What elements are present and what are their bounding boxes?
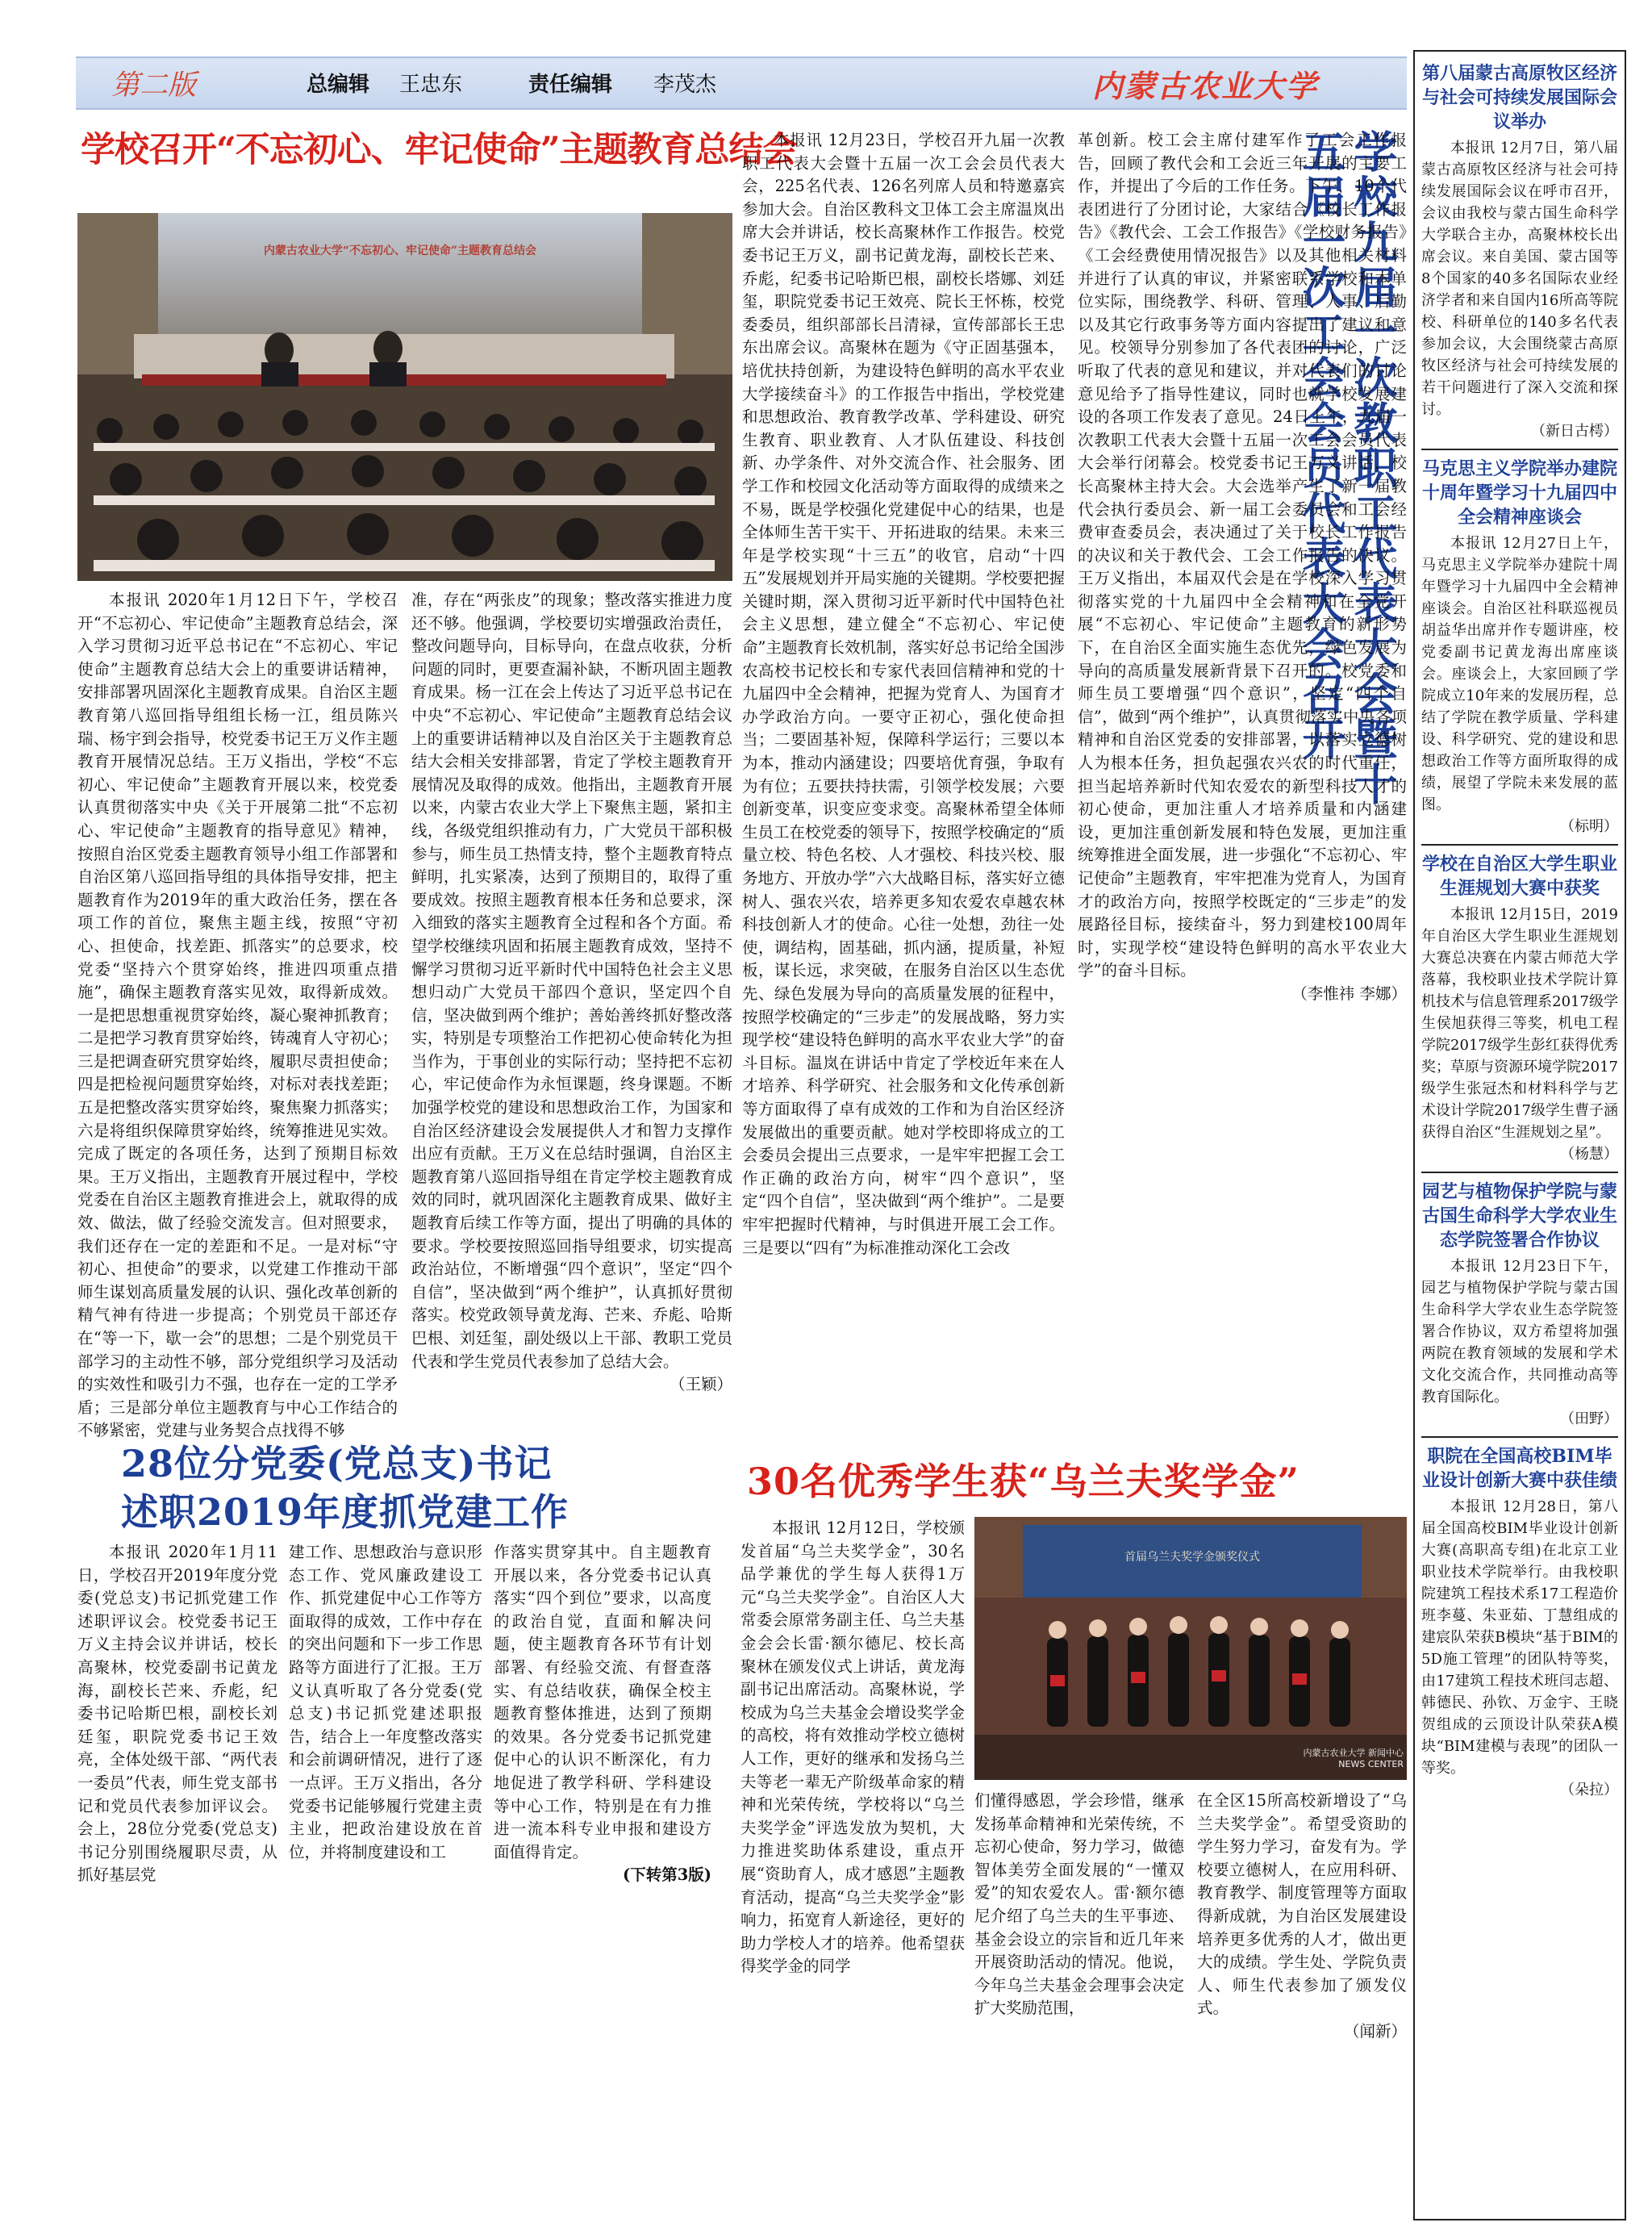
sidebar-item-body: 本报讯 12月15日，2019年自治区大学生职业生涯规划大赛总决赛在内蒙古师范大学落幕，我校职业技术学院计算机技术与信息管理系2017级学生侯旭获得三等奖，机电工程学院2017级学生彭红获得优秀奖；草原与资源环境学院2017级学生张冠杰和材料科学与艺术设计学院2017级学生曹子涵获得自治区“生涯规划之星”。 [1421, 906, 1618, 1141]
edition-label: 第二版 [111, 69, 197, 102]
sidebar-item-author: （朵拉） [1560, 1782, 1618, 1798]
photo-banner-text: 内蒙古农业大学“不忘初心、牢记使命”主题教育总结会 [263, 244, 537, 257]
article1-photo [77, 213, 732, 581]
article3-author: （李惟祎 李娜） [1291, 984, 1407, 1003]
resp-editor-name: 李茂杰 [653, 73, 717, 97]
article1-body-col2-wrap [411, 589, 732, 1428]
article4-title: 30名优秀学生获“乌兰夫奖学金” [747, 1460, 1299, 1503]
sidebar-divider [1421, 1436, 1618, 1438]
sidebar-item-body: 本报讯 12月28日，第八届全国高校BIM毕业设计创新大赛(高职高专组)在北京工业职业技术学院举行。由我校职院建筑工程技术系17工程造价班李蔓、朱亚茹、丁慧组成的建宸队荣获B模块“基于BIM的5D施工管理”的团队特等奖，由17建筑工程技术班闫志超、韩德民、孙钦、万金宇、王晓贺组成的云顶设计队荣获A模块“BIM建模与表现”的团队一等奖。 [1421, 1498, 1618, 1777]
sidebar-item-title: 学校在自治区大学生职业生涯规划大赛中获奖 [1421, 854, 1617, 899]
article4-body-col2: 们懂得感恩，学会珍惜，继承发扬革命精神和光荣传统，不忘初心使命，努力学习，做德智体美劳全面发展的“一懂双爱”的知农爱农人。雷·额尔德尼介绍了乌兰夫的生平事迹、基金会设立的宗旨和近几年来开展资助活动的情况。他说，今年乌兰夫基金会理事会决定扩大奖励范围， [974, 1791, 1184, 2018]
sidebar-item [1421, 1444, 1618, 1801]
article3-body-col2-wrap [1078, 129, 1407, 1436]
sidebar-news-list [1421, 56, 1618, 2211]
article2-body-col3-wrap [494, 1541, 711, 2195]
article1-body-col1: 本报讯 2020年1月12日下午，学校召开“不忘初心、牢记使命”主题教育总结会，深入学习贯彻习近平总书记在“不忘初心、牢记使命”主题教育总结大会上的重要讲话精神，安排部署巩固深化主题教育成果。自治区主题教育第八巡回指导组组长杨一江，组员陈兴瑞、杨宇到会指导，校党委书记王万义作主题教育开展情况总结。王万义指出，学校“不忘初心、牢记使命”主题教育开展以来，校党委认真贯彻落实中央《关于开展第二批“不忘初心、牢记使命”主题教育的指导意见》精神，按照自治区党委主题教育领导小组工作部署和自治区第八巡回指导组的具体指导安排，把主题教育作为2019年的重大政治任务，摆在各项工作的首位，聚焦主题主线，按照“守初心、担使命，找差距、抓落实”的总要求，校党委“坚持六个贯穿始终，推进四项重点措施”，确保主题教育落实见效，取得新成效。一是把思想重视贯穿始终，凝心聚神抓教育；二是把学习教育贯穿始终，铸魂育人守初心；三是把调查研究贯穿始终，履职尽责担使命；四是把检视问题贯穿始终，对标对表找差距；五是把整改落实贯穿始终，聚焦聚力抓落实；六是将组织保障贯穿始终，统筹推进见实效。完成了既定的各项任务，达到了预期目标效果。王万义指出，主题教育开展过程中，学校党委在自治区主题教育推进会上，就取得的成效、做法，做了经验交流发言。但对照要求，我们还存在一定的差距和不足。一是对标“守初心、担使命”的要求，以党建工作推动干部师生谋划高质量发展的认识、强化改革创新的精气神有待进一步提高；个别党员干部还存在“等一下，歇一会”的思想；二是个别党员干部学习的主动性不够，部分党组织学习及活动的实效性和吸引力不强，也存在一定的工学矛盾；三是部分单位主题教育与中心工作结合的不够紧密，党建与业务契合点找得不够 [77, 591, 398, 1440]
article3-body-col1: 本报讯 12月23日，学校召开九届一次教职工代表大会暨十五届一次工会会员代表大会，225名代表、126名列席人员和特邀嘉宾参加大会。自治区教科文卫体工会主席温岚出席大会并讲话，校长高聚林作工作报告。校党委书记王万义，副书记黄龙海，副校长芒来、乔彪，纪委书记哈斯巴根，副校长塔娜、刘廷玺，职院党委书记王效亮、院长王怀栋，校党委委员，组织部部长吕清禄，宣传部部长王忠东出席会议。高聚林在题为《守正固基强本，培优扶持创新，为建设特色鲜明的高水平农业大学接续奋斗》的工作报告中指出，学校党建和思想政治、教育教学改革、学科建设、研究生教育、职业教育、人才队伍建设、科技创新、办学条件、对外交流合作、社会服务、团学工作和校园文化活动等方面取得的成绩来之不易，既是学校强化党建促中心的结果，也是全体师生苦干实干、开拓进取的结果。未来三年是学校实现“十三五”的收官，启动“十四五”发展规划并开局实施的关键期。学校要把握关键时期，深入贯彻习近平新时代中国特色社会主义思想，建立健全“不忘初心、牢记使命”主题教育长效机制，落实好总书记给全国涉农高校书记校长和专家代表回信精神和党的十九届四中全会精神，把握为党育人、为国育才办学政治方向。一要守正初心，强化使命担当；二要固基补短，保障科学运行；三要以本为本，推动内涵建设；四要培优育强，争取有为有位；五要扶持扶需，引领学校发展；六要创新变革，识变应变求变。高聚林希望全体师生员工在校党委的领导下，按照学校确定的“质量立校、特色名校、人才强校、科技兴校、服务地方、开放办学”六大战略目标，落实好立德树人、强农兴农，培养更多知农爱农卓越农林科技创新人才的使命。心往一处想，劲往一处使，调结构，固基础，抓内涵，提质量，补短板，谋长远，求突破，在服务自治区以生态优先、绿色发展为导向的高质量发展的征程中，按照学校确定的“三步走”的发展战略，努力实现学校“建设特色鲜明的高水平农业大学”的奋斗目标。温岚在讲话中肯定了学校近年来在人才培养、科学研究、社会服务和文化传承创新等方面取得了卓有成效的工作和为自治区经济发展做出的重要贡献。她对学校即将成立的工会委员会提出三点要求，一是牢牢把握工会工作正确的政治方向，树牢“四个意识”，坚定“四个自信”，坚决做到“两个维护”。二是要牢牢把握时代精神，与时俱进开展工会工作。三是要以“四有”为标准推动深化工会改 [742, 131, 1065, 1257]
article1-title: 学校召开“不忘初心、牢记使命”主题教育总结会 [81, 130, 797, 170]
chief-editor-name: 王忠东 [399, 73, 463, 97]
photo2-banner-text: 首届乌兰夫奖学金颁奖仪式 [1124, 1551, 1260, 1564]
sidebar-item-title: 职院在全国高校BIM毕业设计创新大赛中获佳绩 [1421, 1446, 1617, 1491]
sidebar-item-body: 本报讯 12月7日，第八届蒙古高原牧区经济与社会可持续发展国际会议在呼市召开，会议由我校与蒙古国生命科学大学联合主办，高聚林校长出席会议。来自美国、蒙古国等8个国家的40多名国际农业经济学者和来自国内16所高等院校、科研单位的140多名代表参加会议，大会围绕蒙古高原牧区经济与社会可持续发展的若干问题进行了深入交流和探讨。 [1421, 140, 1618, 418]
chief-editor-label: 总编辑 [307, 73, 370, 97]
article4-body-col3-wrap [1197, 1790, 1407, 2209]
sidebar-item [1421, 457, 1618, 838]
sidebar-item-author: （新日古樗） [1531, 423, 1618, 440]
sidebar-item [1421, 1180, 1618, 1430]
article1-author: （王颖） [669, 1375, 732, 1394]
article2-body-col1: 本报讯 2020年1月11日，学校召开2019年度分党委(党总支)书记抓党建工作述职评议会。校党委书记王万义主持会议并讲话，校长高聚林，校党委副书记黄龙海，副校长芒来、乔彪，纪委书记哈斯巴根，副校长刘廷玺，职院党委书记王效亮，全体处级干部、“两代表一委员”代表，师生党支部书记和党员代表参加评议会。会上，28位分党委(党总支)书记分别围绕履职尽责，从抓好基层党 [77, 1543, 277, 1885]
article2-body-col3: 作落实贯穿其中。自主题教育开展以来，各分党委书记认真落实“四个到位”要求，以高度的政治自觉，直面和解决问题，使主题教育各环节有计划部署、有经验交流、有督查落实、有总结收获，确保全校主题教育整体推进，达到了预期的效果。各分党委书记抓党建促中心的认识不断深化，有力地促进了教学科研、学科建设等中心工作，特别是在有力推进一流本科专业申报和建设方面值得肯定。 [494, 1543, 711, 1861]
sidebar-item-author: （标明） [1560, 818, 1618, 835]
sidebar-item-title: 第八届蒙古高原牧区经济与社会可持续发展国际会议举办 [1421, 63, 1617, 132]
article4-photo [974, 1517, 1407, 1780]
sidebar-item-title: 园艺与植物保护学院与蒙古国生命科学大学农业生态学院签署合作协议 [1421, 1181, 1617, 1251]
news-center-watermark: 内蒙古农业大学 新闻中心 NEWS CENTER [1303, 1748, 1404, 1769]
sidebar-item [1421, 852, 1618, 1165]
article3-body-col2: 革创新。校工会主席付建军作了工会工作报告，回顾了教代会和工会近三年开展的主要工作，并提出了今后的工作任务。下午，10个代表团进行了分团讨论，大家结合《校长工作报告》《教代会、工会工作报告》《学校财务报告》《工会经费使用情况报告》以及其他相关材料并进行了认真的审议，并紧密联系学校和本单位实际，围绕教学、科研、管理、人事、后勤以及其它行政事务等方面内容提出了建议和意见。校领导分别参加了各代表团的讨论，广泛听取了代表的意见和建议，并对代表们的讨论意见给予了指导性建议，同时也就学校发展建设的各项工作发表了意见。24日上午，九届一次教职工代表大会暨十五届一次工会会员代表大会举行闭幕会。校党委书记王万义讲话，校长高聚林主持大会。大会选举产生了新一届教代会执行委员会、新一届工会委员会和工会经费审查委员会，表决通过了关于校长工作报告的决议和关于教代会、工会工作报告的决议。王万义指出，本届双代会是在学校深入学习贯彻落实党的十九届四中全会精神和在全党开展“不忘初心、牢记使命”主题教育的新形势下，在自治区全面实施生态优先，绿色发展为导向的高质量发展新背景下召开的。校党委和师生员工要增强“四个意识”，坚定“四个自信”，做到“两个维护”，认真贯彻落实中央各项精神和自治区党委的安排部署，以落实立德树人为根本任务，担负起强农兴农的时代重任，担当起培养新时代知农爱农的新型科技人才的初心使命，更加注重人才培养质量和内涵建设，更加注重创新发展和特色发展，更加注重统筹推进全面发展，进一步强化“不忘初心、牢记使命”主题教育，牢牢把准为党育人，为国育才的政治方向，按照学校既定的“三步走”的发展路径目标，接续奋斗，努力到建校100周年时，实现学校“建设特色鲜明的高水平农业大学”的奋斗目标。 [1078, 131, 1407, 980]
article4-body-col3: 在全区15所高校新增设了“乌兰夫奖学金”。希望受资助的学生努力学习，奋发有为。学校要立德树人，在应用科研、教育教学、制度管理等方面取得新成就，为自治区发展建设培养更多优秀的人才，做出更大的成绩。学生处、学院负责人、师生代表参加了颁发仪式。 [1197, 1791, 1407, 2018]
sidebar-divider [1421, 449, 1618, 450]
article2-continue-note: (下转第3版) [622, 1865, 711, 1885]
article3-title: 学校九届一次教职工代表大会暨十五届一次工会会员代表大会召开 [1295, 129, 1399, 807]
article4-body-col1: 本报讯 12月12日，学校颁发首届“乌兰夫奖学金”，30名品学兼优的学生每人获得1万元“乌兰夫奖学金”。自治区人大常委会原常务副主任、乌兰夫基金会会长雷·额尔德尼、校长高聚林在颁发仪式上讲话，黄龙海副书记出席活动。高聚林说，学校成为乌兰夫基金会增设奖学金的高校，将有效推动学校立德树人工作，更好的继承和发扬乌兰夫等老一辈无产阶级革命家的精神和光荣传统，学校将以“乌兰夫奖学金”评选发放为契机，大力推进奖助体系建设，重点开展“资助育人，成才感恩”主题教育活动，提高“乌兰夫奖学金”影响力，拓宽育人新途径，更好的助力学校人才的培养。他希望获得奖学金的同学 [740, 1519, 965, 1976]
sidebar-item-body: 本报讯 12月23日下午，园艺与植物保护学院与蒙古国生命科学大学农业生态学院签署合作协议，双方希望将加强两院在教育领域的发展和学术文化交流合作，共同推动高等教育国际化。 [1421, 1258, 1618, 1406]
sidebar-item [1421, 61, 1618, 442]
article2-title-line2: 述职2019年度抓党建工作 [121, 1490, 569, 1534]
article1-body-col2: 准，存在“两张皮”的现象；整改落实推进力度还不够。他强调，学校要切实增强政治责任，整改问题导向，目标导向，在盘点收获，分析问题的同时，更要查漏补缺，不断巩固主题教育成果。杨一江在会上传达了习近平总书记在中央“不忘初心、牢记使命”主题教育总结会议上的重要讲话精神以及自治区关于主题教育总结大会相关安排部署，肯定了学校主题教育开展情况及取得的成效。他指出，主题教育开展以来，内蒙古农业大学上下聚焦主题，紧扣主线，各级党组织推动有力，广大党员干部积极参与，师生员工热情支持，整个主题教育特点鲜明，扎实紧凑，达到了预期目的，取得了重要成效。按照主题教育根本任务和总要求，深入细致的落实主题教育全过程和各个方面。希望学校继续巩固和拓展主题教育成效，坚持不懈学习贯彻习近平新时代中国特色社会主义思想归动广大党员干部四个意识，坚定四个自信，坚决做到两个维护；善始善终抓好整改落实，特别是专项整治工作把初心使命转化为担当作为，于事创业的实际行动；坚持把不忘初心，牢记使命作为永恒课题，终身课题。不断加强学校党的建设和思想政治工作，为国家和自治区经济建设会发展提供人才和智力支撑作出应有贡献。王万义在总结时强调，自治区主题教育第八巡回指导组在肯定学校主题教育成效的同时，就巩固深化主题教育成果、做好主题教育后续工作等方面，提出了明确的具体的要求。学校要按照巡回指导组要求，切实提高政治站位，不断增强“四个意识”，坚定“四个自信”，坚决做到“两个维护”，认真抓好贯彻落实。校党政领导黄龙海、芒来、乔彪、哈斯巴根、刘廷玺，副处级以上干部、教职工党员代表和学生党员代表参加了总结大会。 [411, 591, 732, 1371]
sidebar-divider [1421, 1172, 1618, 1173]
article2-body-col2: 建工作、思想政治与意识形态工作、党风廉政建设工作、抓党建促中心工作等方面取得的成效，工作中存在的突出问题和下一步工作思路等方面进行了汇报。王万义认真听取了各分党委(党总支)书记抓党建述职报告，结合上一年度整改落实和会前调研情况，进行了逐一点评。王万义指出，各分党委书记能够履行党建主责主业，把政治建设放在首位，并将制度建设和工 [289, 1543, 482, 1861]
sidebar-item-author: （田野） [1560, 1410, 1618, 1427]
article2-title-line1: 28位分党委(党总支)书记 [121, 1442, 553, 1485]
sidebar-divider [1421, 844, 1618, 846]
meeting-hall-image [77, 213, 732, 581]
article4-author: （闻新） [1343, 2021, 1407, 2041]
resp-editor-label: 责任编辑 [528, 73, 613, 97]
school-name-logo: 内蒙古农业大学 [1091, 69, 1318, 104]
sidebar-item-title: 马克思主义学院举办建院十周年暨学习十九届四中全会精神座谈会 [1421, 458, 1617, 528]
sidebar-item-body: 本报讯 12月27日上午，马克思主义学院举办建院十周年暨学习十九届四中全会精神座谈会。自治区社科联巡视员胡益华出席并作专题讲座，校党委副书记黄龙海出席座谈会。座谈会上，大家回顾了学院成立10年来的发展历程，总结了学院在教学质量、学科建设、科学研究、党的建设和思想政治工作等方面所取得的成绩，展望了学院未来发展的蓝图。 [1421, 535, 1618, 813]
sidebar-item-author: （杨慧） [1560, 1146, 1618, 1163]
